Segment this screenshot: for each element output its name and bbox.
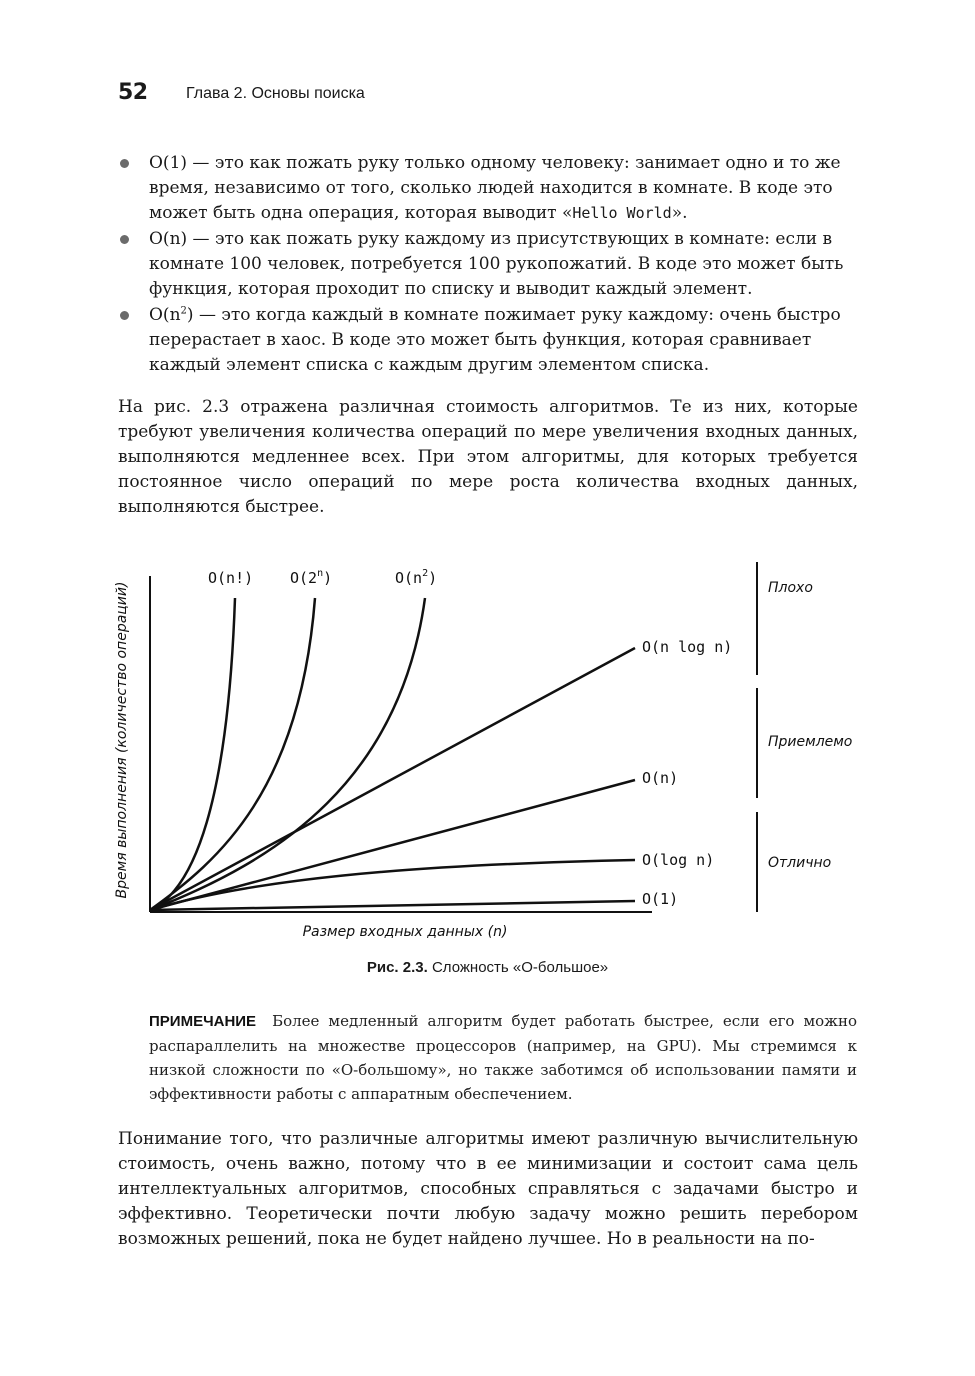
list-item: [118, 303, 860, 378]
bullet-list: [118, 151, 860, 379]
note-block: [149, 1009, 857, 1106]
note-text: Более медленный алгоритм будет работать быстрее, если его можно распараллелить на множестве процессоров (например, на GPU). Мы стремимся к низкой сложности по «О-большому», но также заботимся об использовании памяти и эффективности работы с аппаратным обеспечением.: [149, 1012, 857, 1103]
figure-caption-text: Сложность «О-большое»: [431, 959, 609, 976]
running-head: Глава 2. Основы поиска: [186, 85, 365, 102]
series-label-logarithmic: O(log n): [642, 851, 715, 869]
series-label-factorial: O(n!): [208, 569, 254, 587]
series-label-constant: O(1): [642, 890, 679, 908]
category-label-excellent: Отлично: [768, 855, 832, 871]
line-linear: [150, 780, 635, 910]
bullet-text: O(1) — это как пожать руку только одному человеку: занимает одно и то же время, независимо от того, сколько людей находится в комнате. В коде это может быть одна операция, которая выводит «: [149, 153, 841, 223]
series-label-linear: O(n): [642, 769, 679, 787]
series-label-exponential-base: O(2: [290, 569, 318, 587]
series-label-n-log-n: O(n log n): [642, 638, 733, 656]
bullet-icon: [120, 311, 129, 320]
figure-caption-label: Рис. 2.3.: [366, 959, 428, 976]
series-label-quadratic-tail: ): [428, 569, 438, 587]
x-axis-label: Размер входных данных (n): [302, 924, 508, 940]
series-label-exponential-sup: n: [317, 568, 324, 579]
category-label-bad: Плохо: [768, 580, 813, 596]
note-label: ПРИМЕЧАНИЕ: [149, 1013, 257, 1030]
y-axis-label: Время выполнения (количество операций): [114, 581, 130, 899]
bullet-icon: [120, 159, 129, 168]
complexity-chart: [100, 540, 880, 944]
page-number: 52: [118, 80, 148, 105]
bullet-icon: [120, 235, 129, 244]
figure-caption: [0, 959, 975, 976]
list-item: [118, 151, 860, 226]
paragraph: Понимание того, что различные алгоритмы имеют различную вычислительную стоимость, очень важно, потому что в ее минимизации и состоит сама цель интеллектуальных алгоритмов, способных справляться с задачами быстро и эффективно. Теоретически почти любую задачу можно решить перебором возможных решений, пока не будет найдено лучшее. Но в реальности на по-: [118, 1129, 858, 1249]
series-label-exponential: [290, 568, 332, 587]
bullet-text-tail: ) — это когда каждый в комнате пожимает руку каждому: очень быстро перерастает в хаос. В коде это может быть функция, которая сравнивает каждый элемент списка с каждым другим элементом списка.: [149, 305, 841, 375]
bullet-text-tail: ».: [671, 203, 688, 223]
series-label-quadratic: [395, 568, 437, 587]
bullet-text: O(n: [149, 305, 181, 325]
bullet-text: O(n) — это как пожать руку каждому из присутствующих в комнате: если в комнате 100 человек, потребуется 100 рукопожатий. В коде это может быть функция, которая проходит по списку и выводит каждый элемент.: [149, 229, 844, 299]
series-label-quadratic-sup: 2: [422, 568, 429, 579]
superscript: 2: [180, 305, 187, 317]
curve-factorial: [150, 598, 235, 910]
list-item: [118, 227, 860, 302]
series-label-exponential-tail: ): [323, 569, 333, 587]
category-label-acceptable: Приемлемо: [768, 734, 853, 750]
inline-code: Hello World: [572, 204, 672, 222]
paragraph: На рис. 2.3 отражена различная стоимость алгоритмов. Те из них, которые требуют увеличения количества операций по мере увеличения входных данных, выполняются медленнее всех. При этом алгоритмы, для которых требуется постоянное число операций по мере роста количества входных данных, выполняются быстрее.: [118, 397, 858, 517]
line-constant: [150, 901, 635, 910]
chart-svg: [100, 540, 880, 940]
series-label-quadratic-base: O(n: [395, 569, 423, 587]
